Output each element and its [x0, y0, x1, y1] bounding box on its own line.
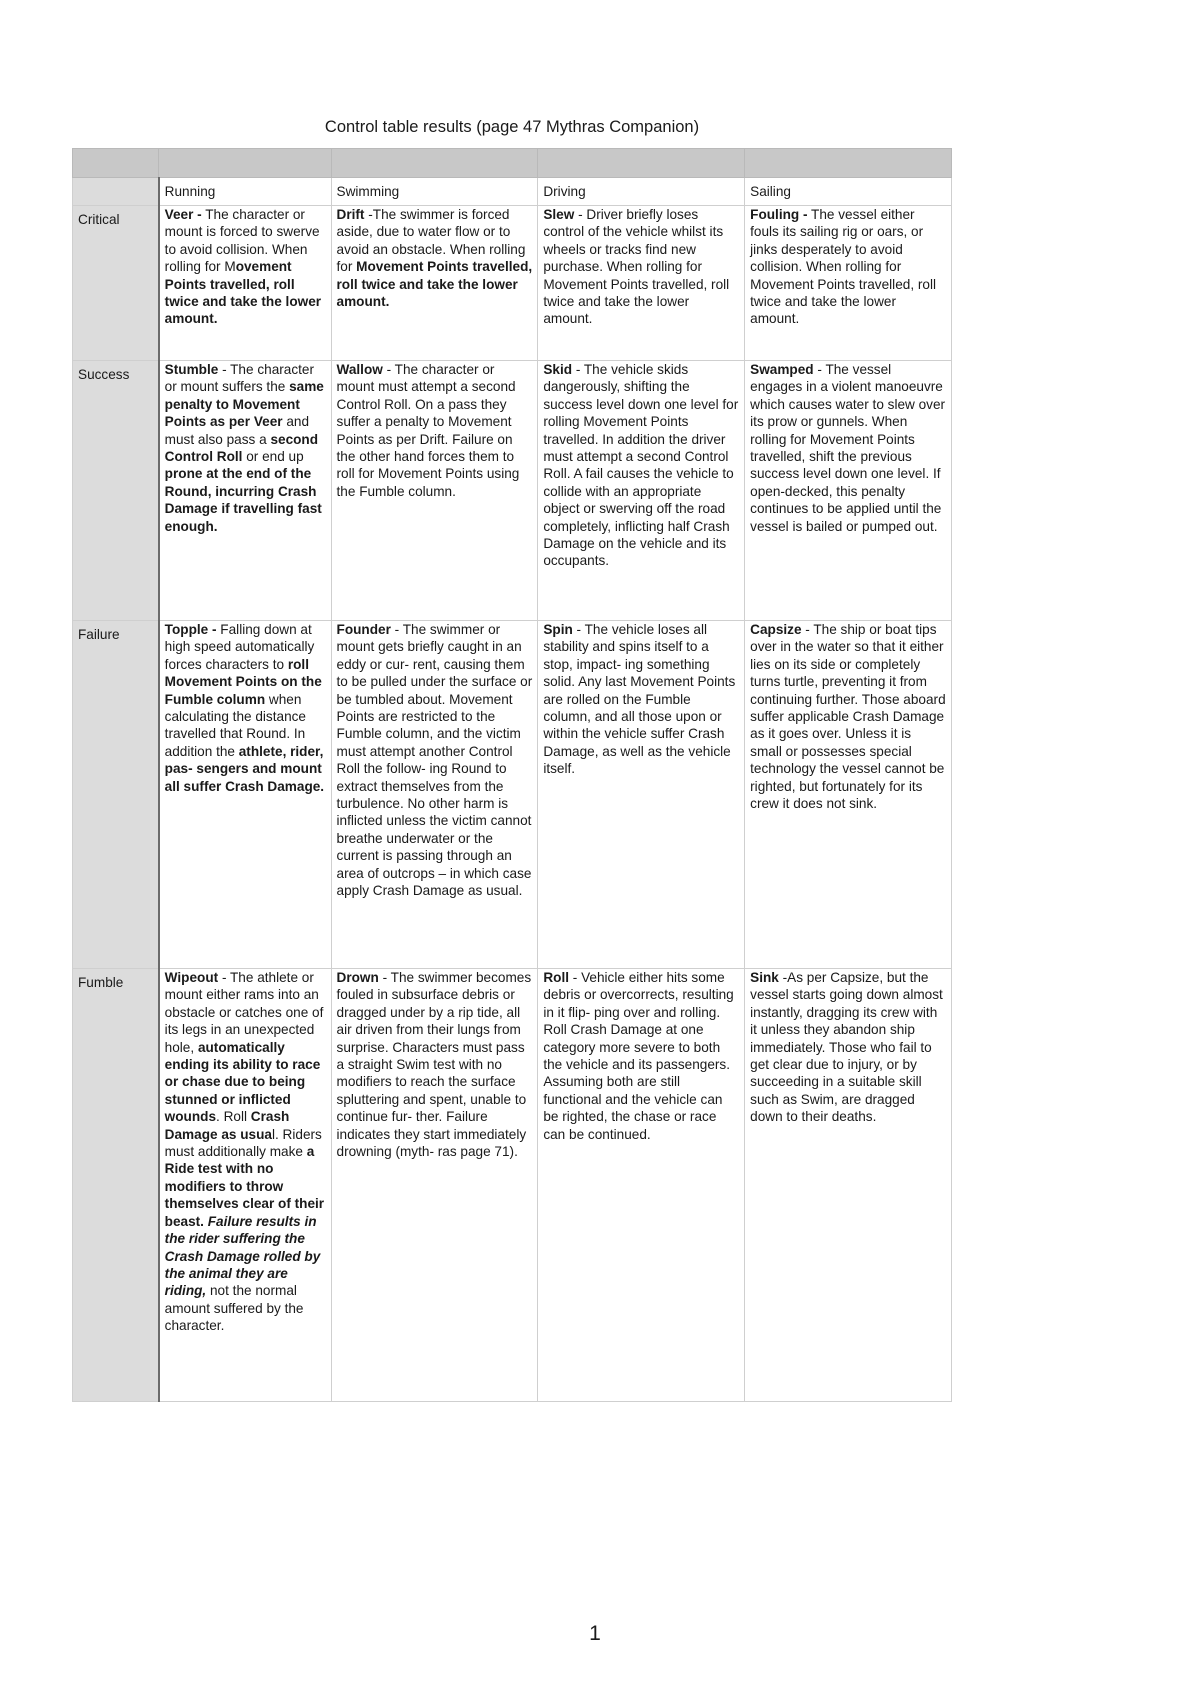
cell-fumble-swimming: Drown - The swimmer becomes fouled in subsurface debris or dragged under by a rip tide, all air driven from their lungs from surprise. Characters must pass a straight Swim test with no modifiers to reach the surface spluttering and spent, unable to continue fur- ther. Failure indicates they start immediately drowning (myth- ras page 71). — [331, 969, 538, 1402]
table-row-success — [73, 361, 952, 621]
cell-success-swimming: Wallow - The character or mount must attempt a second Control Roll. On a pass they suffer a penalty to Movement Points as per Drift. Failure on the other hand forces them to roll for Movement Points using the Fumble column. — [331, 361, 538, 621]
column-header-driving: Driving — [538, 178, 745, 206]
cell-fumble-running: Wipeout - The athlete or mount either rams into an obstacle or catches one of its legs in an unexpected hole, automatically ending its ability to race or chase due to being stunned or inflicted wounds. Roll Crash Damage as usual. Riders must additionally make a Ride test with no modifiers to throw themselves clear of their beast. Failure results in the rider suffering the Crash Damage rolled by the animal they are riding, not the normal amount suffered by the character. — [159, 969, 331, 1402]
cell-critical-running: Veer - The character or mount is forced to swerve to avoid collision. When rolling for Movement Points travelled, roll twice and take the lower amount. — [159, 206, 331, 361]
cell-failure-running: Topple - Falling down at high speed automatically forces characters to roll Movement Points on the Fumble column when calculating the distance travelled that Round. In addition the athlete, rider, pas- sengers and mount all suffer Crash Damage. — [159, 621, 331, 969]
row-header-fumble — [73, 969, 159, 1402]
table-row-critical — [73, 206, 952, 361]
row-header-success — [73, 361, 159, 621]
cell-critical-sailing: Fouling - The vessel either fouls its sailing rig or oars, or jinks desperately to avoid collision. When rolling for Movement Points travelled, roll twice and take the lower amount. — [745, 206, 952, 361]
column-header-swimming: Swimming — [331, 178, 538, 206]
column-header-running: Running — [159, 178, 331, 206]
column-header-sailing: Sailing — [745, 178, 952, 206]
table-row-failure — [73, 621, 952, 969]
header-band-cell — [73, 149, 159, 178]
table-row-fumble — [73, 969, 952, 1402]
cell-critical-swimming: Drift -The swimmer is forced aside, due to water flow or to avoid an obstacle. When rolling for Movement Points travelled, roll twice and take the lower amount. — [331, 206, 538, 361]
cell-failure-swimming: Founder - The swimmer or mount gets briefly caught in an eddy or cur- rent, causing them to be pulled under the surface or be tumbled about. Movement Points are restricted to the Fumble column, and the victim must attempt another Control Roll the follow- ing Round to extract themselves from the turbulence. No other harm is inflicted unless the victim cannot breathe underwater or the current is passing through an area of outcrops – in which case apply Crash Damage as usual. — [331, 621, 538, 969]
cell-failure-sailing: Capsize - The ship or boat tips over in the water so that it either lies on its side or completely turns turtle, preventing it from continuing further. Those aboard suffer applicable Crash Damage as it goes over. Unless it is small or possesses special technology the vessel cannot be righted, but fortunately for its crew it does not sink. — [745, 621, 952, 969]
row-header-failure — [73, 621, 159, 969]
header-band-row — [73, 149, 952, 178]
row-label: Fumble — [78, 975, 124, 990]
row-label: Success — [78, 367, 130, 382]
page-number: 1 — [589, 1622, 601, 1645]
header-band-cell — [331, 149, 538, 178]
cell-success-sailing: Swamped - The vessel engages in a violent manoeuvre which causes water to slew over its prow or gunnels. When rolling for Movement Points travelled, shift the previous success level down one level. If open-decked, this penalty continues to be applied until the vessel is bailed or pumped out. — [745, 361, 952, 621]
cell-success-running: Stumble - The character or mount suffers the same penalty to Movement Points as per Veer and must also pass a second Control Roll or end up prone at the end of the Round, incurring Crash Damage if travelling fast enough. — [159, 361, 331, 621]
header-band-cell — [538, 149, 745, 178]
cell-success-driving: Skid - The vehicle skids dangerously, shifting the success level down one level for rolling Movement Points travelled. In addition the driver must attempt a second Control Roll. A fail causes the vehicle to collide with an appropriate object or swerving off the road completely, inflicting half Crash Damage on the vehicle and its occupants. — [538, 361, 745, 621]
control-table — [72, 148, 952, 1402]
row-label: Critical — [78, 212, 120, 227]
corner-cell — [73, 178, 159, 206]
cell-critical-driving: Slew - Driver briefly loses control of the vehicle whilst its wheels or tracks find new purchase. When rolling for Movement Points travelled, roll twice and take the lower amount. — [538, 206, 745, 361]
cell-fumble-driving: Roll - Vehicle either hits some debris or overcorrects, resulting in it flip- ping over and rolling. Roll Crash Damage at one category more severe to both the vehicle and its passengers. Assuming both are still functional and the vehicle can be righted, the chase or race can be continued. — [538, 969, 745, 1402]
page-title: Control table results (page 47 Mythras Companion) — [324, 118, 700, 136]
column-header-row — [73, 178, 952, 206]
header-band-cell — [745, 149, 952, 178]
row-label: Failure — [78, 627, 120, 642]
header-band-cell — [159, 149, 331, 178]
row-header-critical — [73, 206, 159, 361]
cell-fumble-sailing: Sink -As per Capsize, but the vessel starts going down almost instantly, dragging its crew with it unless they abandon ship immediately. Those who fail to get clear due to injury, or by succeeding in a suitable skill such as Swim, are dragged down to their deaths. — [745, 969, 952, 1402]
cell-failure-driving: Spin - The vehicle loses all stability and spins itself to a stop, impact- ing something solid. Any last Movement Points are rolled on the Fumble column, and all those upon or within the vehicle suffer Crash Damage, as well as the vehicle itself. — [538, 621, 745, 969]
